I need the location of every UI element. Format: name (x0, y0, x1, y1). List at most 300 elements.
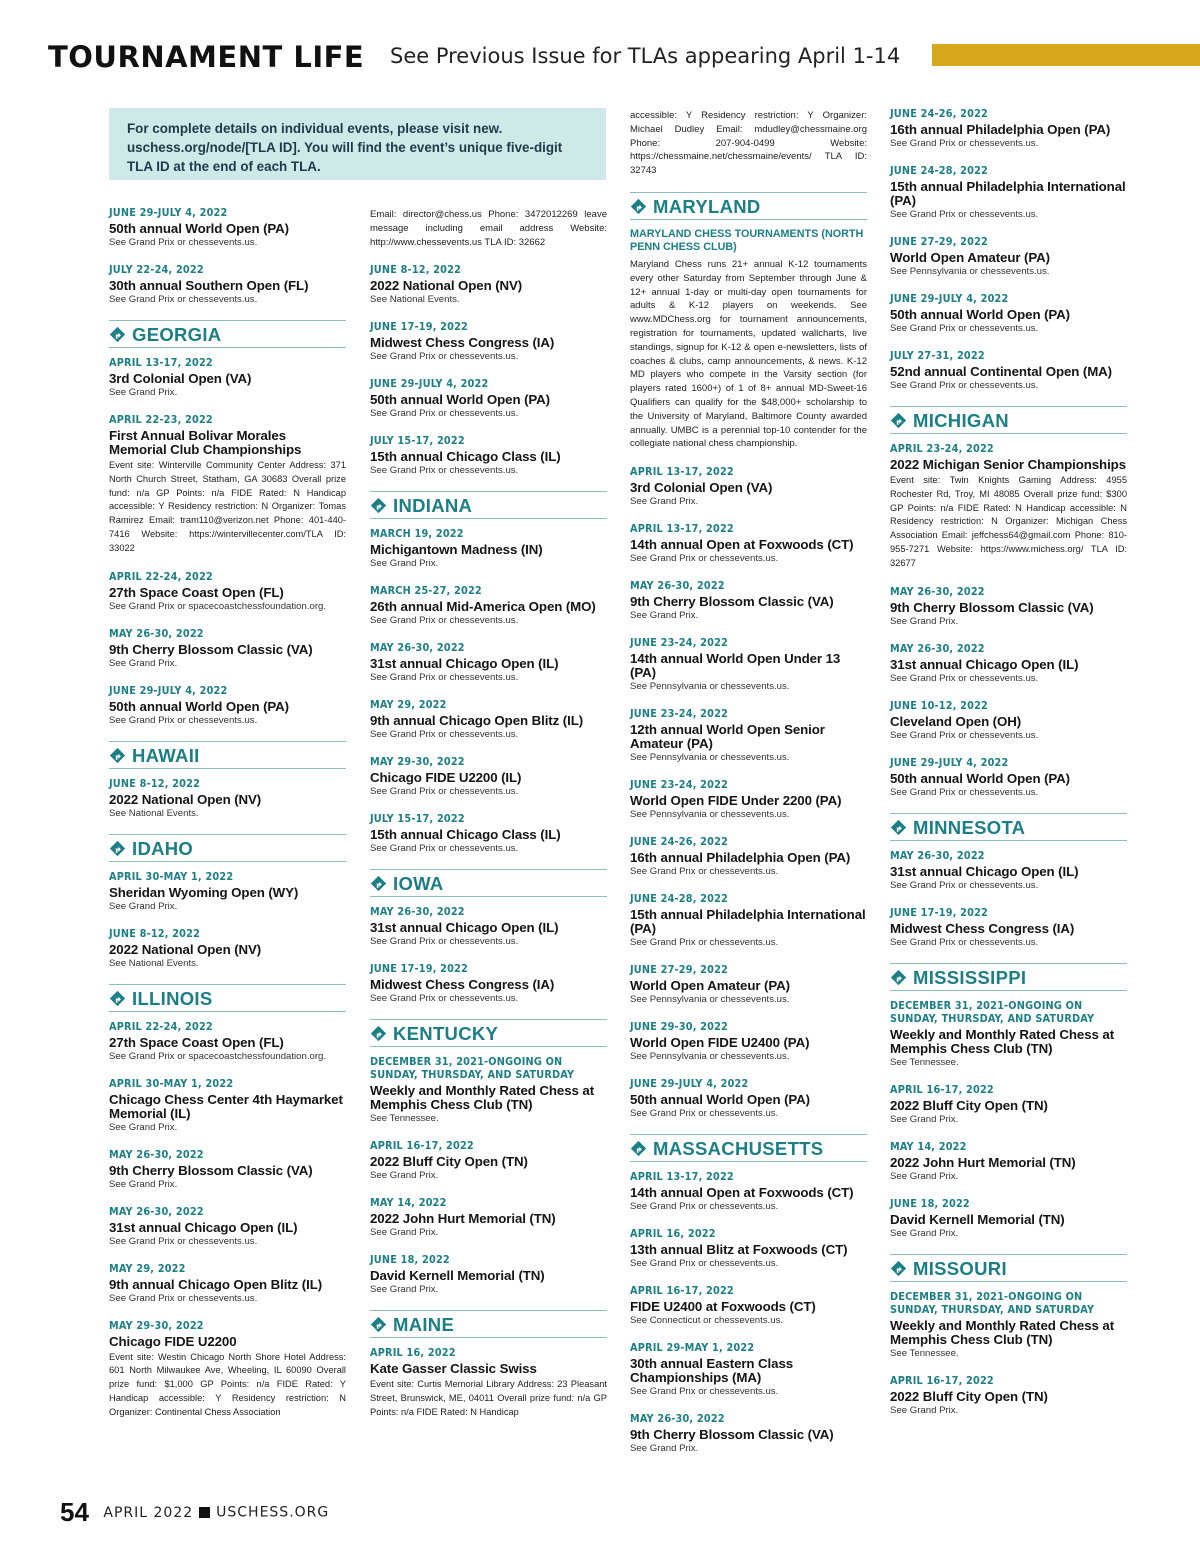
state-heading (370, 1019, 607, 1047)
event-date: MAY 26-30, 2022 (630, 1412, 725, 1426)
event-details: Event site: Winterville Community Center Address: 371 North Church Street, Statham, GA 30683 Overall prize fund: n/a GP Points: n/a FIDE Rated: N Handicap accessible: Y Residency restriction: N Organizer: Tomas Ramirez Email: tram110@verizon.net Phone: 401-440-7416 Website: https://wintervillecenter.com/TLA ID: 33022 (109, 460, 346, 553)
event-title: 14th annual World Open Under 13 (PA) (630, 651, 841, 681)
event-entry (370, 755, 607, 798)
event-note: See Grand Prix. (890, 1404, 959, 1416)
event-title: Midwest Chess Congress (IA) (370, 335, 555, 351)
event-date: JUNE 24-28, 2022 (890, 164, 989, 177)
event-note: See Grand Prix or chessevents.us. (630, 1108, 779, 1120)
event-entry (370, 962, 607, 1005)
state-name: MISSISSIPPI (913, 966, 1027, 988)
event-date: MAY 29-30, 2022 (370, 755, 465, 769)
event-note: See Grand Prix. (370, 1170, 439, 1182)
location-sign-icon (109, 326, 126, 343)
event-note: See Grand Prix or spacecoastchessfoundation.org. (109, 1050, 327, 1062)
event-note: See Grand Prix or chessevents.us. (890, 209, 1039, 220)
event-note: See Grand Prix. (109, 900, 178, 912)
page-header (48, 40, 1200, 80)
event-entry (370, 527, 607, 570)
event-title: 27th Space Coast Open (FL) (109, 1034, 284, 1050)
subheading: MARYLAND CHESS TOURNAMENTS (NORTH PENN CHESS CLUB) (630, 227, 864, 254)
event-note: See Grand Prix or chessevents.us. (630, 1258, 779, 1270)
event-note: See Grand Prix or chessevents.us. (370, 843, 519, 855)
event-entry (109, 927, 346, 970)
event-title: 2022 Bluff City Open (TN) (890, 1388, 1048, 1404)
event-note: See Pennsylvania or chessevents.us. (630, 809, 790, 821)
event-entry (890, 1290, 1127, 1360)
event-date: APRIL 30-MAY 1, 2022 (109, 1076, 234, 1090)
event-entry (370, 1139, 607, 1182)
section-subtitle: See Previous Issue for TLAs appearing April 1-14 (390, 44, 901, 68)
event-note: See Grand Prix or chessevents.us. (890, 786, 1039, 798)
state-name: GEORGIA (132, 324, 222, 345)
event-entry (370, 812, 607, 855)
issue-label: APRIL 2022 (103, 1504, 194, 1521)
event-note: See Grand Prix. (890, 1170, 959, 1182)
event-title: World Open Amateur (PA) (630, 978, 790, 994)
event-date: APRIL 16, 2022 (370, 1346, 456, 1360)
event-date: JUNE 23-24, 2022 (630, 707, 729, 721)
event-entry (890, 1140, 1127, 1183)
event-entry (109, 1148, 346, 1191)
event-entry (109, 1262, 346, 1305)
event-title: David Kernell Memorial (TN) (370, 1268, 545, 1284)
event-title: 14th annual Open at Foxwoods (CT) (630, 537, 854, 553)
event-date: APRIL 23-24, 2022 (890, 442, 994, 455)
event-title: 15th annual Chicago Class (IL) (370, 449, 561, 465)
event-title: 3rd Colonial Open (VA) (630, 480, 773, 496)
event-title: 3rd Colonial Open (VA) (109, 371, 252, 386)
info-box: For complete details on individual events, please visit new. uschess.org/node/[TLA ID]. You will find the event’s unique five-digit TLA ID at the end of each TLA. (109, 108, 606, 180)
event-entry (109, 263, 346, 306)
event-title: 14th annual Open at Foxwoods (CT) (630, 1185, 854, 1201)
event-entry (370, 1346, 607, 1419)
location-sign-icon (630, 1140, 647, 1157)
event-date: JUNE 23-24, 2022 (630, 778, 729, 792)
event-date: MAY 26-30, 2022 (890, 848, 985, 862)
event-entry (630, 1341, 867, 1398)
event-note: See Grand Prix. (109, 657, 178, 669)
event-title: 31st annual Chicago Open (IL) (109, 1219, 298, 1235)
event-note: See Grand Prix. (370, 558, 439, 570)
event-title: 26th annual Mid-America Open (MO) (370, 599, 596, 615)
event-note: See Grand Prix or chessevents.us. (630, 866, 779, 878)
event-entry (630, 636, 867, 693)
event-title: World Open FIDE U2400 (PA) (630, 1035, 810, 1051)
column-1 (109, 206, 346, 1434)
event-entry (890, 756, 1127, 799)
separator-square (199, 1507, 210, 1518)
event-note: See Grand Prix or chessevents.us. (370, 615, 519, 627)
event-entry (370, 698, 607, 741)
event-date: MAY 29-30, 2022 (109, 1318, 204, 1332)
state-name: IOWA (393, 873, 444, 895)
event-details: Event site: Westin Chicago North Shore Hotel Address: 601 North Milwaukee Ave, Wheeling, IL 60090 Overall prize fund: $1,000 GP Points: n/a FIDE Rated: Y Handicap accessible: Y Residency restriction: N Organizer: Continental Chess Association (109, 1351, 346, 1417)
event-note: See Grand Prix. (109, 1178, 178, 1190)
event-title: World Open Amateur (PA) (890, 250, 1050, 265)
event-entry (370, 905, 607, 948)
state-name: MICHIGAN (913, 410, 1009, 431)
event-title: 9th annual Chicago Open Blitz (IL) (370, 713, 584, 729)
event-note: See Pennsylvania or chessevents.us. (630, 681, 790, 693)
state-name: IDAHO (132, 837, 194, 859)
event-date: MAY 29, 2022 (109, 1261, 186, 1275)
event-note: See Tennessee. (890, 1347, 959, 1359)
event-date: JUNE 24-28, 2022 (630, 892, 729, 906)
event-title: 2022 Bluff City Open (TN) (370, 1154, 528, 1170)
location-sign-icon (109, 840, 126, 857)
event-date: MAY 26-30, 2022 (370, 905, 465, 919)
state-heading (109, 741, 346, 769)
event-title: 31st annual Chicago Open (IL) (890, 656, 1079, 672)
event-details: Event site: Curtis Memorial Library Address: 23 Pleasant Street, Brunswick, ME, 04011 Overall prize fund: n/a GP Points: n/a FIDE Rated: N Handicap (370, 1379, 607, 1417)
event-title: Weekly and Monthly Rated Chess at Memphis Chess Club (TN) (890, 1026, 1115, 1056)
event-date: MAY 26-30, 2022 (109, 1147, 204, 1161)
event-date: DECEMBER 31, 2021-ONGOING ON SUNDAY, THURSDAY, AND SATURDAY (890, 998, 1095, 1025)
event-note: See Pennsylvania or chessevents.us. (630, 752, 790, 764)
event-title: Chicago FIDE U2200 (IL) (370, 770, 522, 786)
event-entry (370, 641, 607, 684)
location-sign-icon (890, 819, 907, 836)
event-date: APRIL 13-17, 2022 (109, 356, 213, 369)
state-name: MISSOURI (913, 1257, 1007, 1279)
event-title: 2022 Michigan Senior Championships (890, 457, 1126, 472)
event-entry (630, 579, 867, 622)
event-date: MAY 26-30, 2022 (890, 641, 985, 655)
event-title: 12th annual World Open Senior Amateur (PA) (630, 722, 825, 752)
event-entry (630, 465, 867, 508)
event-date: JUNE 29-JULY 4, 2022 (109, 206, 228, 219)
event-entry (630, 1284, 867, 1327)
event-date: JUNE 8-12, 2022 (109, 926, 201, 940)
event-entry (109, 1077, 346, 1134)
event-entry (109, 684, 346, 727)
column-2 (370, 205, 607, 1434)
site-label: USCHESS.ORG (216, 1504, 330, 1521)
event-date: JUNE 29-JULY 4, 2022 (890, 755, 1009, 769)
state-heading (370, 491, 607, 519)
event-note: See Tennessee. (890, 1056, 959, 1068)
event-note: See Grand Prix or chessevents.us. (630, 937, 779, 949)
location-sign-icon (370, 1025, 387, 1042)
event-title: 52nd annual Continental Open (MA) (890, 364, 1113, 379)
event-date: MAY 26-30, 2022 (890, 584, 985, 598)
event-date: JUNE 17-19, 2022 (370, 320, 469, 334)
event-date: APRIL 13-17, 2022 (630, 465, 734, 479)
event-note: See Grand Prix or chessevents.us. (370, 408, 519, 420)
event-date: MAY 26-30, 2022 (630, 579, 725, 593)
state-name: MASSACHUSETTS (653, 1138, 824, 1160)
state-heading (890, 813, 1127, 841)
event-title: Weekly and Monthly Rated Chess at Memphis Chess Club (TN) (370, 1083, 595, 1113)
event-title: 50th annual World Open (PA) (630, 1092, 811, 1108)
event-date: APRIL 16-17, 2022 (630, 1284, 734, 1298)
event-title: 50th annual World Open (PA) (890, 770, 1071, 786)
header-accent-bar (932, 44, 1200, 66)
event-note: See Grand Prix or chessevents.us. (109, 1292, 258, 1304)
event-title: 27th Space Coast Open (FL) (109, 584, 284, 600)
event-date: APRIL 16-17, 2022 (890, 1082, 994, 1096)
column-3 (630, 106, 867, 1469)
event-date: JUNE 29-JULY 4, 2022 (370, 377, 489, 391)
event-note: See Grand Prix or chessevents.us. (890, 879, 1039, 891)
event-note: See Grand Prix. (630, 1443, 699, 1455)
event-note: See Grand Prix or chessevents.us. (890, 729, 1039, 741)
event-entry (630, 835, 867, 878)
text-paragraph: accessible: Y Residency restriction: Y Organizer: Michael Dudley Email: mdudley@chessmaine.org Phone: 207-904-0499 Website: https://chessmaine.net/chessmaine/events/ TLA ID: 32743 (630, 110, 867, 177)
event-title: Midwest Chess Congress (IA) (890, 920, 1075, 936)
event-date: JULY 15-17, 2022 (370, 812, 465, 826)
event-title: 9th Cherry Blossom Classic (VA) (890, 599, 1094, 615)
event-date: MAY 26-30, 2022 (109, 626, 204, 640)
event-date: JULY 27-31, 2022 (890, 349, 985, 362)
event-date: MARCH 19, 2022 (370, 527, 464, 541)
event-note: See Grand Prix or chessevents.us. (370, 729, 519, 741)
state-heading (890, 1254, 1127, 1282)
event-entry (109, 356, 346, 399)
event-title: 13th annual Blitz at Foxwoods (CT) (630, 1242, 848, 1258)
text-paragraph: Email: director@chess.us Phone: 3472012269 leave message including email address Website: http://www.chessevents.us TLA ID: 32662 (370, 209, 607, 248)
event-title: Weekly and Monthly Rated Chess at Memphis Chess Club (TN) (890, 1317, 1115, 1347)
event-title: David Kernell Memorial (TN) (890, 1211, 1065, 1227)
event-note: See Grand Prix or chessevents.us. (370, 672, 519, 684)
event-note: See Grand Prix. (890, 615, 959, 627)
section-title: TOURNAMENT LIFE (48, 40, 365, 74)
event-title: 31st annual Chicago Open (IL) (370, 920, 559, 936)
event-note: See Grand Prix or chessevents.us. (890, 380, 1039, 391)
event-note: See Grand Prix or chessevents.us. (109, 714, 258, 726)
event-note: See Grand Prix. (630, 610, 699, 622)
event-date: JUNE 8-12, 2022 (109, 776, 201, 790)
event-entry (890, 642, 1127, 685)
event-date: APRIL 16-17, 2022 (370, 1139, 474, 1153)
event-entry (370, 1253, 607, 1296)
event-entry (370, 263, 607, 306)
event-date: MARCH 25-27, 2022 (370, 584, 482, 598)
event-date: APRIL 16, 2022 (630, 1227, 716, 1241)
event-note: See Grand Prix or chessevents.us. (370, 993, 519, 1005)
state-name: INDIANA (393, 495, 473, 517)
event-title: 9th Cherry Blossom Classic (VA) (109, 641, 313, 657)
location-sign-icon (109, 747, 126, 764)
event-note: See National Events. (370, 294, 460, 306)
event-date: JUNE 17-19, 2022 (890, 905, 989, 919)
event-note: See Grand Prix or spacecoastchessfoundation.org. (109, 600, 327, 612)
location-sign-icon (890, 1260, 907, 1277)
event-title: 16th annual Philadelphia Open (PA) (890, 122, 1111, 137)
event-date: APRIL 22-23, 2022 (109, 413, 213, 426)
state-name: HAWAII (132, 744, 200, 766)
event-title: 50th annual World Open (PA) (109, 698, 290, 714)
event-title: First Annual Bolivar Morales Memorial Club Championships (109, 428, 302, 457)
event-date: APRIL 13-17, 2022 (630, 522, 734, 536)
event-note: See Grand Prix or chessevents.us. (630, 1386, 779, 1398)
event-entry (890, 1197, 1127, 1240)
event-title: 15th annual Philadelphia International (PA) (630, 907, 866, 937)
event-entry (109, 870, 346, 913)
event-date: JUNE 29-30, 2022 (630, 1020, 729, 1034)
event-date: JUNE 24-26, 2022 (630, 835, 729, 849)
event-title: 50th annual World Open (PA) (890, 307, 1071, 322)
event-date: JUNE 17-19, 2022 (370, 962, 469, 976)
state-heading (109, 834, 346, 862)
event-title: Chicago FIDE U2200 (109, 1333, 237, 1349)
event-note: See Grand Prix or chessevents.us. (890, 672, 1039, 684)
event-date: DECEMBER 31, 2021-ONGOING ON SUNDAY, THURSDAY, AND SATURDAY (370, 1055, 575, 1082)
event-date: JUNE 27-29, 2022 (630, 963, 729, 977)
event-entry (890, 999, 1127, 1069)
event-entry (109, 1319, 346, 1420)
event-date: JULY 15-17, 2022 (370, 434, 465, 448)
event-note: See Pennsylvania or chessevents.us. (890, 266, 1050, 277)
state-name: MINNESOTA (913, 816, 1026, 838)
state-heading (370, 1310, 607, 1338)
event-title: 30th annual Eastern Class Championships (MA) (630, 1356, 794, 1386)
event-note: See Grand Prix or chessevents.us. (630, 1201, 779, 1213)
state-heading (890, 963, 1127, 991)
event-note: See Grand Prix or chessevents.us. (370, 786, 519, 798)
event-entry (890, 585, 1127, 628)
event-title: 16th annual Philadelphia Open (PA) (630, 850, 851, 866)
event-title: Chicago Chess Center 4th Haymarket Memorial (IL) (109, 1091, 343, 1121)
event-title: 30th annual Southern Open (FL) (109, 278, 309, 293)
event-date: APRIL 13-17, 2022 (630, 1170, 734, 1184)
state-name: MAINE (393, 1314, 455, 1336)
event-entry (630, 963, 867, 1006)
event-entry (109, 570, 346, 613)
state-heading (630, 192, 867, 220)
location-sign-icon (370, 875, 387, 892)
event-title: 2022 National Open (NV) (109, 791, 262, 807)
event-entry (630, 892, 867, 949)
event-entry (630, 707, 867, 764)
event-entry (890, 292, 1127, 335)
event-entry (109, 627, 346, 670)
event-entry (630, 522, 867, 565)
page-footer (60, 1497, 329, 1527)
event-entry (370, 1055, 607, 1125)
event-entry (370, 434, 607, 477)
event-entry (109, 206, 346, 249)
event-note: See Grand Prix or chessevents.us. (370, 936, 519, 948)
event-entry (890, 1374, 1127, 1417)
event-title: 50th annual World Open (PA) (109, 221, 290, 236)
event-date: JUNE 18, 2022 (890, 1196, 970, 1210)
event-date: JULY 22-24, 2022 (109, 263, 204, 276)
event-entry (890, 235, 1127, 278)
event-note: See Grand Prix or chessevents.us. (109, 294, 258, 305)
event-date: APRIL 22-24, 2022 (109, 1019, 213, 1033)
page-number: 54 (60, 1497, 89, 1527)
event-note: See Pennsylvania or chessevents.us. (630, 994, 790, 1006)
location-sign-icon (890, 412, 907, 429)
event-entry (109, 1020, 346, 1063)
event-note: See Grand Prix or chessevents.us. (890, 323, 1039, 334)
event-note: See Grand Prix. (109, 387, 178, 398)
event-entry (890, 164, 1127, 221)
event-title: 9th Cherry Blossom Classic (VA) (109, 1162, 313, 1178)
event-entry (370, 320, 607, 363)
event-note: See Grand Prix or chessevents.us. (370, 351, 519, 363)
event-note: See National Events. (109, 957, 199, 969)
event-date: JUNE 23-24, 2022 (630, 636, 729, 650)
event-title: 2022 National Open (NV) (109, 941, 262, 957)
event-note: See Grand Prix. (370, 1284, 439, 1296)
event-entry (630, 1412, 867, 1455)
event-entry (370, 377, 607, 420)
state-name: KENTUCKY (393, 1023, 499, 1045)
event-entry (630, 1077, 867, 1120)
event-date: JUNE 8-12, 2022 (370, 263, 462, 277)
event-date: APRIL 29-MAY 1, 2022 (630, 1341, 755, 1355)
event-entry (370, 1196, 607, 1239)
event-note: See Grand Prix. (890, 1113, 959, 1125)
state-heading (370, 869, 607, 897)
location-sign-icon (630, 198, 647, 215)
event-note: See National Events. (109, 807, 199, 819)
event-date: MAY 26-30, 2022 (109, 1204, 204, 1218)
event-entry (890, 699, 1127, 742)
column-4 (890, 107, 1127, 1431)
event-entry (890, 906, 1127, 949)
event-date: JUNE 29-JULY 4, 2022 (890, 292, 1009, 305)
event-note: See Grand Prix or chessevents.us. (890, 936, 1039, 948)
event-date: APRIL 16-17, 2022 (890, 1373, 994, 1387)
event-note: See Grand Prix or chessevents.us. (109, 237, 258, 248)
event-entry (109, 413, 346, 556)
event-note: See Grand Prix or chessevents.us. (630, 553, 779, 565)
event-entry (630, 1227, 867, 1270)
event-title: 31st annual Chicago Open (IL) (370, 656, 559, 672)
state-name: MARYLAND (653, 195, 761, 217)
event-note: See Grand Prix. (630, 496, 699, 508)
event-title: World Open FIDE Under 2200 (PA) (630, 793, 842, 809)
event-entry (630, 1170, 867, 1213)
event-title: Kate Gasser Classic Swiss (370, 1361, 537, 1377)
event-title: Midwest Chess Congress (IA) (370, 977, 555, 993)
event-title: 50th annual World Open (PA) (370, 392, 551, 408)
location-sign-icon (370, 1316, 387, 1333)
event-date: JUNE 18, 2022 (370, 1253, 450, 1267)
location-sign-icon (109, 990, 126, 1007)
state-heading (109, 984, 346, 1012)
state-heading (630, 1134, 867, 1162)
event-title: 9th annual Chicago Open Blitz (IL) (109, 1276, 323, 1292)
event-title: Sheridan Wyoming Open (WY) (109, 884, 299, 900)
event-entry (890, 349, 1127, 392)
event-title: 2022 John Hurt Memorial (TN) (370, 1211, 556, 1227)
event-date: APRIL 22-24, 2022 (109, 569, 213, 583)
event-note: See Grand Prix. (109, 1121, 178, 1133)
event-date: DECEMBER 31, 2021-ONGOING ON SUNDAY, THURSDAY, AND SATURDAY (890, 1289, 1095, 1316)
event-date: APRIL 30-MAY 1, 2022 (109, 869, 234, 883)
state-name: ILLINOIS (132, 987, 213, 1009)
event-date: JUNE 27-29, 2022 (890, 235, 989, 248)
event-note: See Grand Prix or chessevents.us. (109, 1235, 258, 1247)
event-title: 15th annual Philadelphia International (PA) (890, 179, 1126, 208)
event-entry (109, 777, 346, 820)
event-date: JUNE 10-12, 2022 (890, 698, 989, 712)
event-note: See Grand Prix. (370, 1227, 439, 1239)
location-sign-icon (890, 969, 907, 986)
event-note: See Pennsylvania or chessevents.us. (630, 1051, 790, 1063)
state-heading (109, 320, 346, 348)
event-note: See Grand Prix or chessevents.us. (370, 465, 519, 477)
event-details: Event site: Twin Knights Gaming Address: 4955 Rochester Rd, Troy, MI 48085 Overall prize fund: $300 GP Points: n/a FIDE Rated: N Handicap accessible: N Residency restriction: N Organizer: Michigan Chess Association Email: jeffchess64@gmail.com Phone: 810-955-7271 Website: https://www.michess.org/ TLA ID: 32677 (890, 475, 1127, 568)
event-date: MAY 29, 2022 (370, 698, 447, 712)
event-entry (890, 1083, 1127, 1126)
event-date: MAY 26-30, 2022 (370, 641, 465, 655)
event-entry (370, 584, 607, 627)
